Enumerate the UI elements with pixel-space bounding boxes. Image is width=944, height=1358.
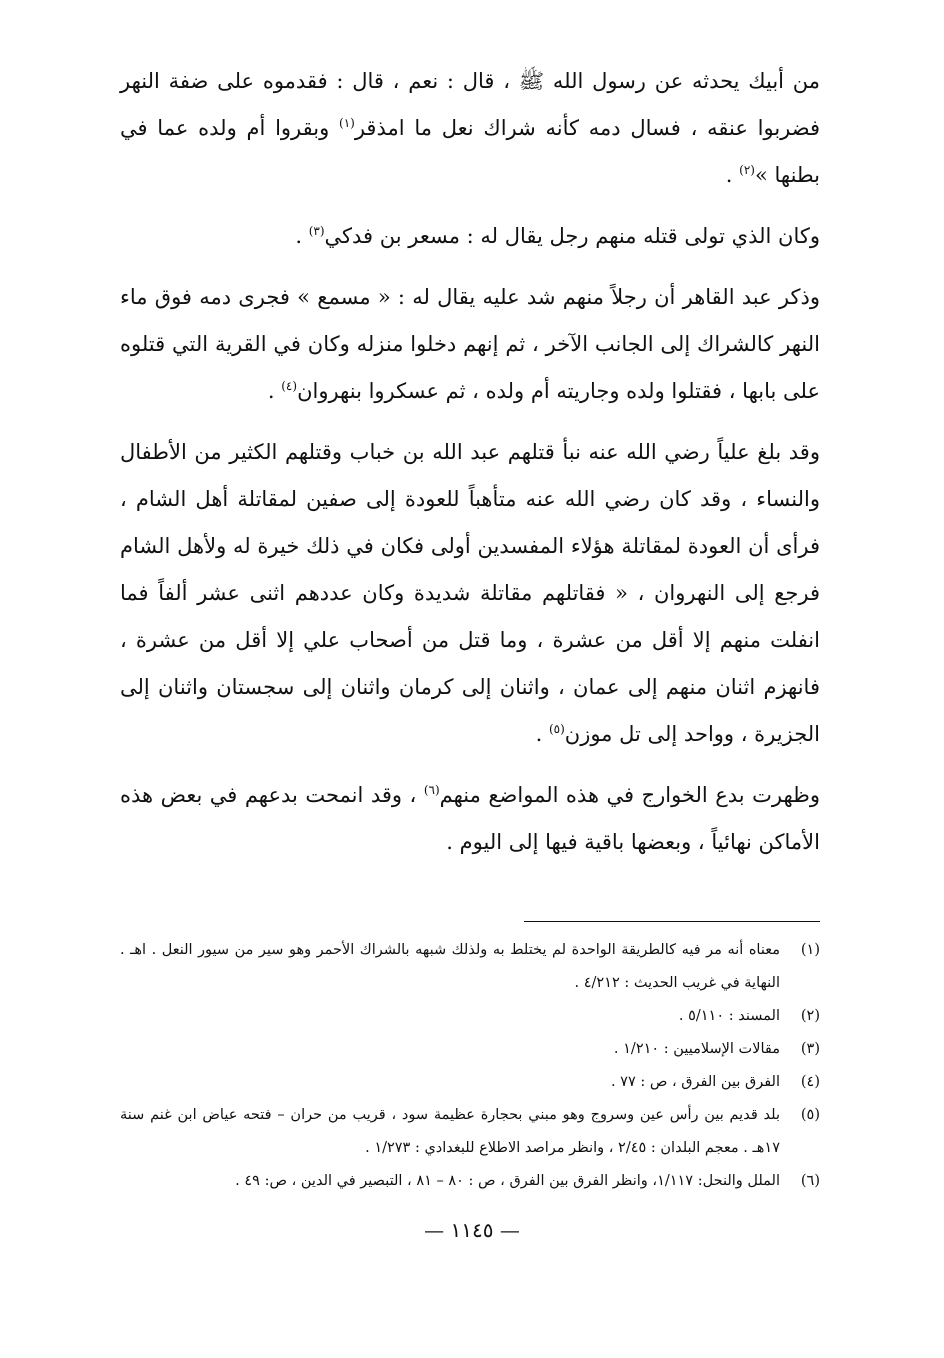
footnote-text: معناه أنه مر فيه كالطريقة الواحدة لم يختلط به ولذلك شبهه بالشراك الأحمر وهو سير من سيور النعل . اهـ . النهاية في غريب الحديث : ٤/٢١٢ . — [120, 942, 780, 991]
footnote — [120, 934, 820, 1000]
text-run: وذكر عبد القاهر أن رجلاً منهم شد عليه يقال له : « مسمع » فجرى دمه فوق ماء النهر كالشراك إلى الجانب الآخر ، ثم إنهم دخلوا منزله وكان في القرية التي قتلوه على بابها ، فقتلوا ولده وجاريته أم ولده ، ثم عسكروا بنهروان — [120, 285, 820, 403]
text-run: . — [295, 224, 309, 248]
footnote-reference[interactable]: (٢) — [739, 163, 755, 177]
footnote-number: (٤) — [800, 1074, 820, 1090]
footnote-text: الملل والنحل: ١/١١٧، وانظر الفرق بين الفرق ، ص : ٨٠ – ٨١ ، التبصير في الدين ، ص: ٤٩ . — [235, 1173, 780, 1189]
paragraph — [120, 274, 820, 415]
text-run: وظهرت بدع الخوارج في هذه المواضع منهم — [439, 783, 820, 807]
footnotes — [120, 934, 820, 1198]
text-run: من أبيك يحدثه عن رسول الله ﷺ ، قال : نعم ، قال : فقدموه على ضفة النهر فضربوا عنقه ، فسال دمه كأنه شراك نعل ما امذقر — [120, 69, 820, 140]
footnote-number: (٣) — [800, 1041, 820, 1057]
text-run: وكان الذي تولى قتله منهم رجل يقال له : مسعر بن فدكي — [324, 224, 820, 248]
paragraph — [120, 772, 820, 866]
footnote — [120, 1033, 820, 1066]
paragraph — [120, 213, 820, 260]
page-number: — ١١٤٥ — — [424, 1218, 520, 1242]
footnote-number: (٥) — [800, 1107, 820, 1123]
paragraph — [120, 58, 820, 199]
footnote-divider — [524, 921, 820, 922]
footnote — [120, 1165, 820, 1198]
footnote-text: الفرق بين الفرق ، ص : ٧٧ . — [610, 1074, 780, 1090]
footnote-reference[interactable]: (٥) — [548, 722, 565, 736]
paragraph — [120, 429, 820, 758]
footnote-number: (٦) — [800, 1173, 820, 1189]
text-run: . — [535, 722, 549, 746]
footnote-number: (١) — [800, 942, 820, 958]
text-run: . — [725, 163, 740, 187]
footnote — [120, 1000, 820, 1033]
text-run: ، وقد انمحت بدعهم في بعض هذه الأماكن نهائياً ، وبعضها باقية فيها إلى اليوم . — [120, 783, 820, 854]
footnote-number: (٢) — [800, 1008, 820, 1024]
footnote — [120, 1066, 820, 1099]
footnote-reference[interactable]: (٣) — [308, 224, 325, 238]
footnote-text: مقالات الإسلاميين : ١/٢١٠ . — [613, 1041, 780, 1057]
footnote — [120, 1099, 820, 1165]
footnote-text: بلد قديم بين رأس عين وسروج وهو مبني بحجارة عظيمة سود ، قريب من حران – فتحه عياض ابن غنم سنة ١٧هـ . معجم البلدان : ٢/٤٥ ، وانظر مراصد الاطلاع للبغدادي : ١/٢٧٣ . — [120, 1107, 780, 1156]
footnote-reference[interactable]: (١) — [339, 116, 355, 130]
text-run: . — [267, 379, 282, 403]
text-run: وقد بلغ علياً رضي الله عنه نبأ قتلهم عبد الله بن خباب وقتلهم الكثير من الأطفال والنساء ، وقد كان رضي الله عنه متأهباً للعودة إلى صفين لمقاتلة أهل الشام ، فرأى أن العودة لمقاتلة هؤلاء المفسدين أولى فكان في ذلك خيرة له ولأهل الشام فرجع إلى النهروان ، « فقاتلهم مقاتلة شديدة وكان عددهم اثنى عشر ألفاً فما انفلت منهم إلا أقل من عشرة ، وما قتل من أصحاب علي إلا أقل من عشرة ، فانهزم اثنان منهم إلى عمان ، واثنان إلى كرمان واثنان إلى سجستان واثنان إلى الجزيرة ، وواحد إلى تل موزن — [120, 440, 820, 746]
main-text — [120, 58, 820, 866]
footnote-reference[interactable]: (٤) — [281, 379, 298, 393]
text-run: وبقروا أم ولده عما في بطنها » — [120, 116, 820, 187]
footnote-text: المسند : ٥/١١٠ . — [678, 1008, 780, 1024]
footnote-reference[interactable]: (٦) — [423, 783, 440, 797]
